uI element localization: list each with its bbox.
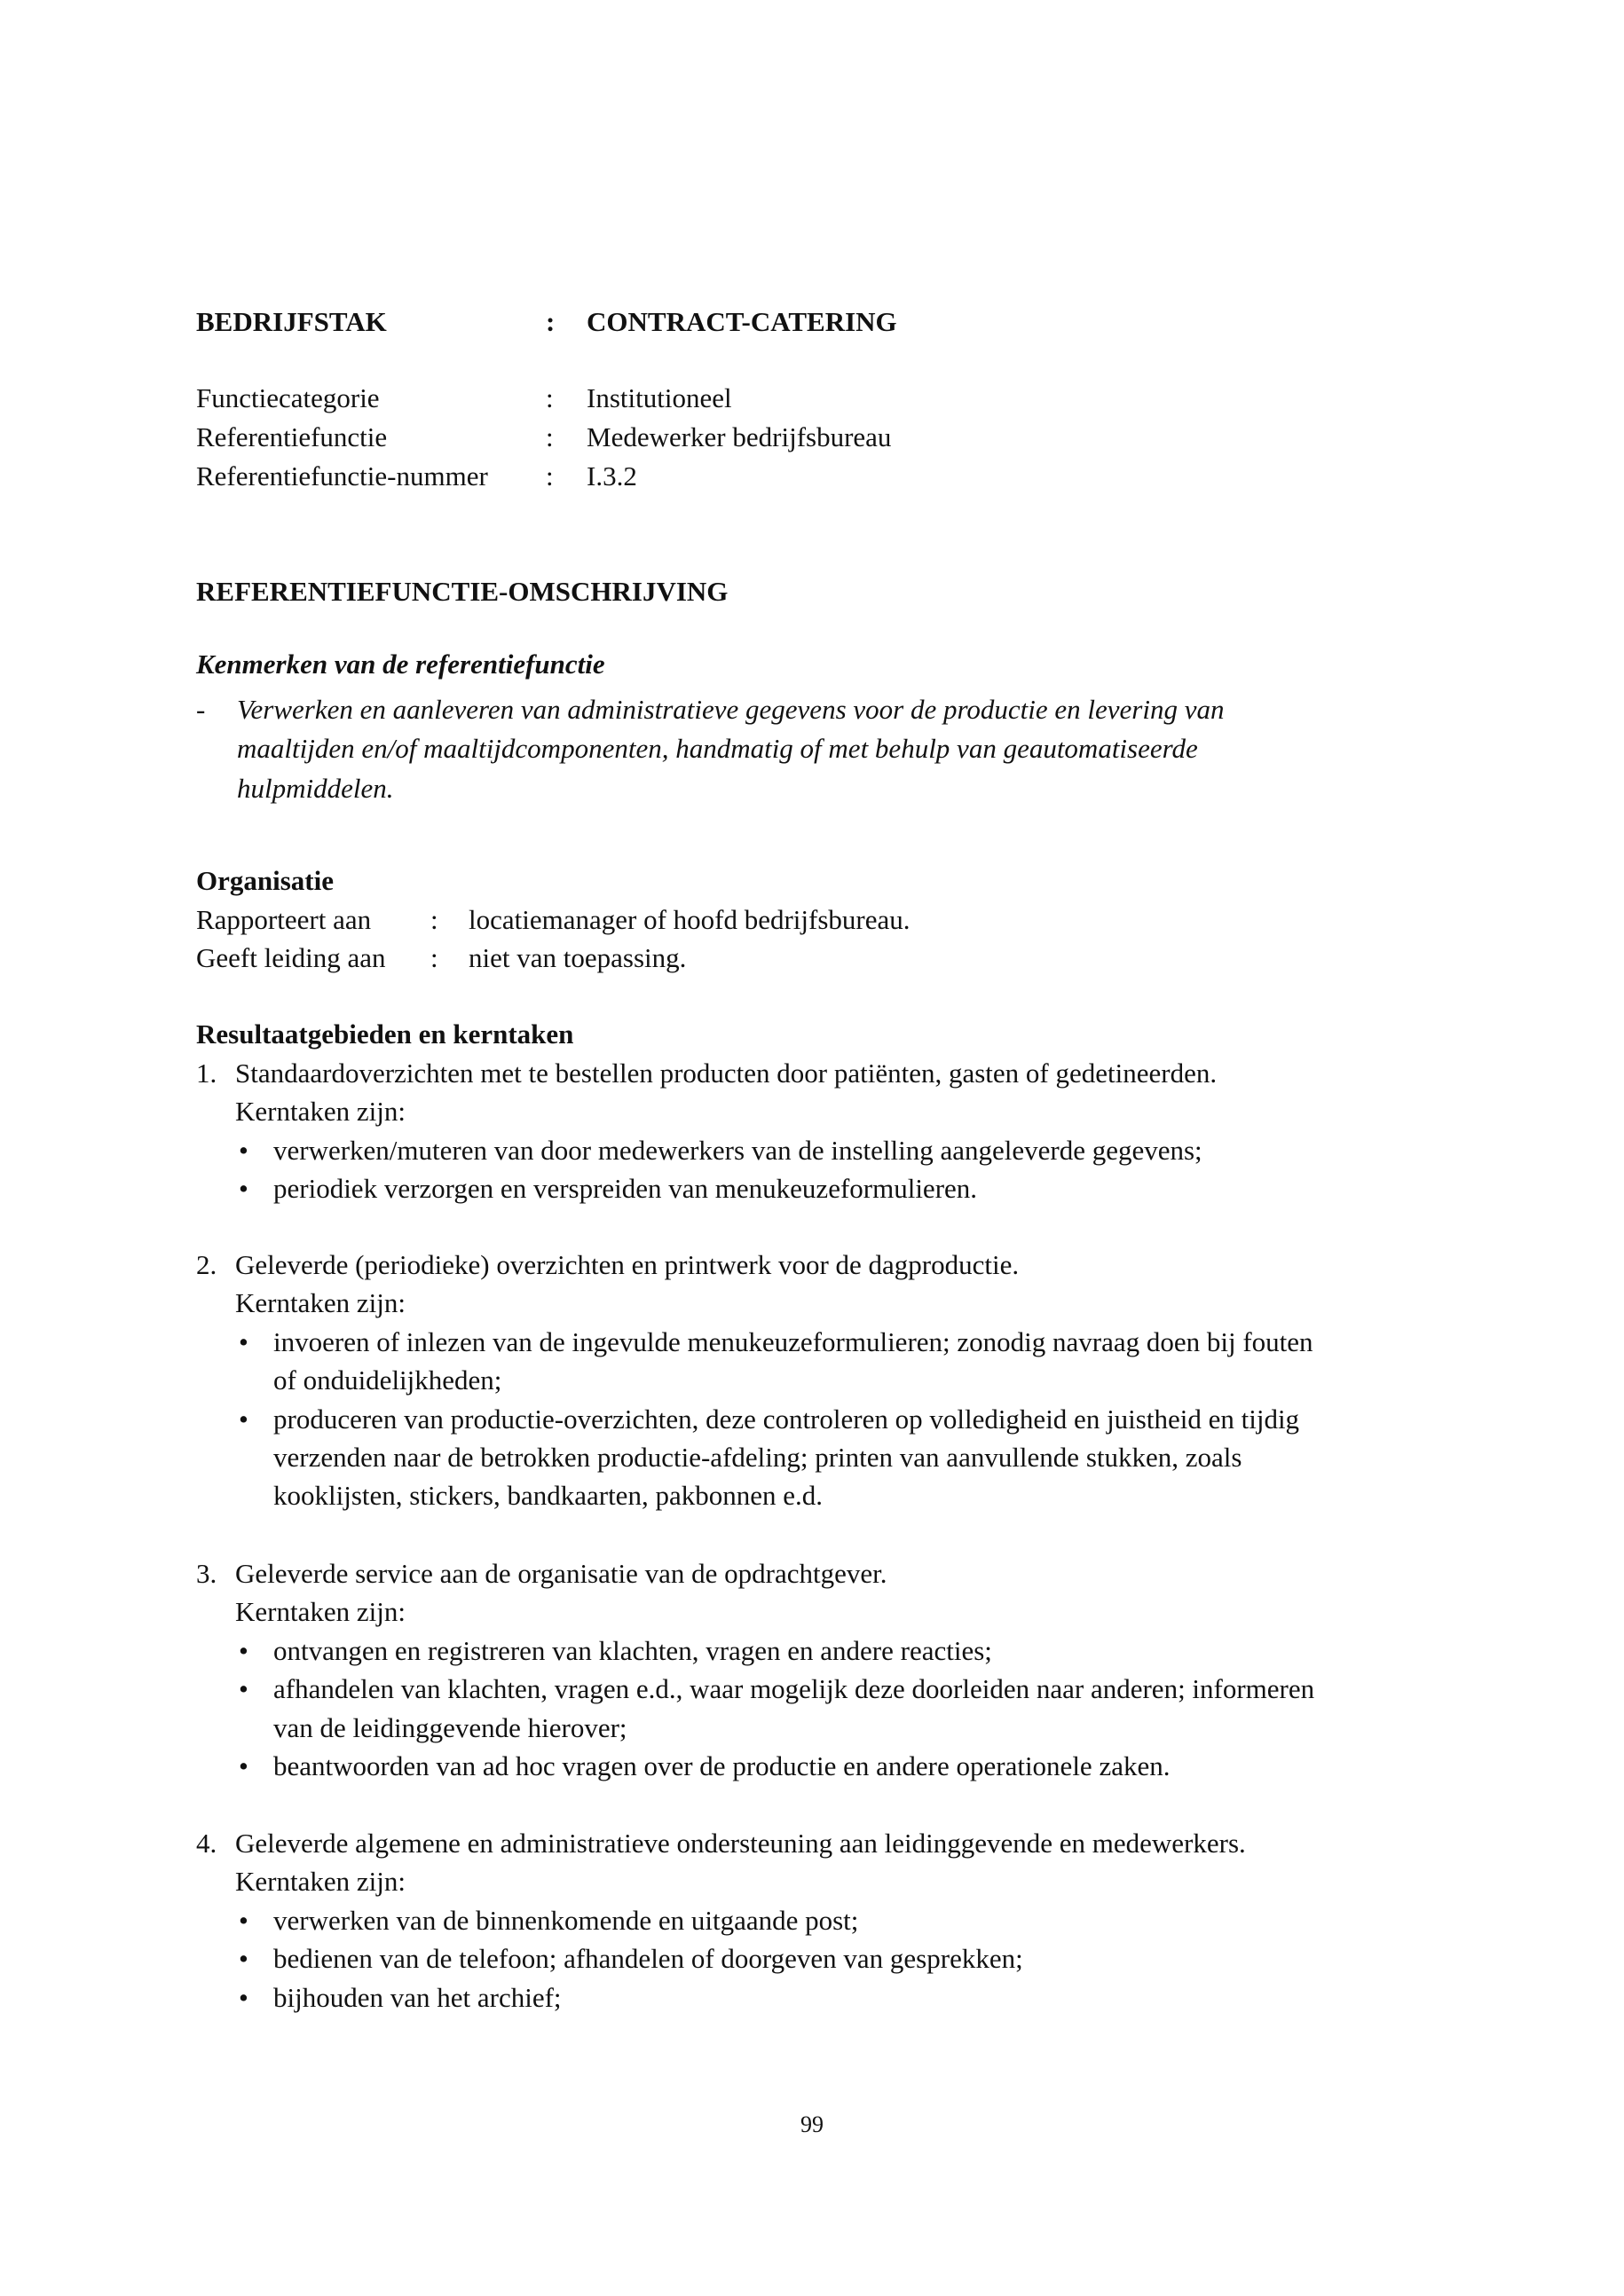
item-title: Standaardoverzichten met te bestellen producten door patiënten, gasten of gedetineerden. xyxy=(235,1058,1218,1089)
resultaat-title: Resultaatgebieden en kerntaken xyxy=(196,1018,574,1050)
bullet-icon: • xyxy=(239,1404,248,1435)
task-line: of onduidelijkheden; xyxy=(273,1364,502,1396)
organisatie-title: Organisatie xyxy=(196,865,334,896)
item-number: 1. xyxy=(196,1058,217,1089)
kerntaken-label: Kerntaken zijn: xyxy=(235,1866,406,1897)
task-line: bedienen van de telefoon; afhandelen of doorgeven van gesprekken; xyxy=(273,1943,1023,1974)
task-line: kooklijsten, stickers, bandkaarten, pakbonnen e.d. xyxy=(273,1480,823,1511)
field-label: Functiecategorie xyxy=(196,382,380,413)
dash-marker: - xyxy=(196,694,206,725)
separator: : xyxy=(546,382,554,413)
field-value: I.3.2 xyxy=(587,460,637,491)
task-line: verwerken van de binnenkomende en uitgaande post; xyxy=(273,1905,859,1936)
kerntaken-label: Kerntaken zijn: xyxy=(235,1287,406,1318)
item-number: 4. xyxy=(196,1828,217,1859)
task-line: bijhouden van het archief; xyxy=(273,1982,562,2013)
separator: : xyxy=(430,904,438,935)
bullet-icon: • xyxy=(239,1326,248,1357)
task-line: afhandelen van klachten, vragen e.d., waar mogelijk deze doorleiden naar anderen; informeren xyxy=(273,1673,1315,1704)
section-title: REFERENTIEFUNCTIE-OMSCHRIJVING xyxy=(196,576,729,607)
org-label: Rapporteert aan xyxy=(196,904,372,935)
kenmerken-line: Verwerken en aanleveren van administratieve gegevens voor de productie en levering van xyxy=(237,694,1225,725)
separator: : xyxy=(546,421,554,452)
bullet-icon: • xyxy=(239,1173,248,1204)
item-title: Geleverde service aan de organisatie van de opdrachtgever. xyxy=(235,1558,887,1589)
item-number: 2. xyxy=(196,1249,217,1280)
task-line: periodiek verzorgen en verspreiden van menukeuzeformulieren. xyxy=(273,1173,978,1204)
org-value: niet van toepassing. xyxy=(469,942,687,973)
task-line: van de leidinggevende hierover; xyxy=(273,1712,627,1743)
kerntaken-label: Kerntaken zijn: xyxy=(235,1596,406,1627)
kerntaken-label: Kerntaken zijn: xyxy=(235,1096,406,1127)
separator: : xyxy=(546,460,554,491)
item-title: Geleverde algemene en administratieve ondersteuning aan leidinggevende en medewerkers. xyxy=(235,1828,1246,1859)
field-value: Institutioneel xyxy=(587,382,732,413)
bullet-icon: • xyxy=(239,1750,248,1781)
task-line: invoeren of inlezen van de ingevulde menukeuzeformulieren; zonodig navraag doen bij fouten xyxy=(273,1326,1313,1357)
page-number: 99 xyxy=(800,2111,824,2137)
item-number: 3. xyxy=(196,1558,217,1589)
bullet-icon: • xyxy=(239,1135,248,1166)
field-label: Referentiefunctie-nummer xyxy=(196,460,488,491)
separator: : xyxy=(546,306,556,337)
kenmerken-line: maaltijden en/of maaltijdcomponenten, handmatig of met behulp van geautomatiseerde xyxy=(237,733,1198,764)
bullet-icon: • xyxy=(239,1673,248,1704)
bedrijfstak-value: CONTRACT-CATERING xyxy=(587,306,897,337)
org-value: locatiemanager of hoofd bedrijfsbureau. xyxy=(469,904,911,935)
field-label: Referentiefunctie xyxy=(196,421,388,452)
task-line: produceren van productie-overzichten, deze controleren op volledigheid en juistheid en tijdig xyxy=(273,1404,1300,1435)
bedrijfstak-label: BEDRIJFSTAK xyxy=(196,306,387,337)
kenmerken-line: hulpmiddelen. xyxy=(237,773,394,804)
bullet-icon: • xyxy=(239,1982,248,2013)
task-line: beantwoorden van ad hoc vragen over de productie en andere operationele zaken. xyxy=(273,1750,1171,1781)
task-line: ontvangen en registreren van klachten, vragen en andere reacties; xyxy=(273,1635,992,1666)
bullet-icon: • xyxy=(239,1905,248,1936)
task-line: verwerken/muteren van door medewerkers van de instelling aangeleverde gegevens; xyxy=(273,1135,1202,1166)
bullet-icon: • xyxy=(239,1943,248,1974)
item-title: Geleverde (periodieke) overzichten en printwerk voor de dagproductie. xyxy=(235,1249,1020,1280)
bullet-icon: • xyxy=(239,1635,248,1666)
org-label: Geeft leiding aan xyxy=(196,942,386,973)
field-value: Medewerker bedrijfsbureau xyxy=(587,421,892,452)
separator: : xyxy=(430,942,438,973)
kenmerken-title: Kenmerken van de referentiefunctie xyxy=(196,649,605,680)
task-line: verzenden naar de betrokken productie-afdeling; printen van aanvullende stukken, zoals xyxy=(273,1442,1242,1473)
